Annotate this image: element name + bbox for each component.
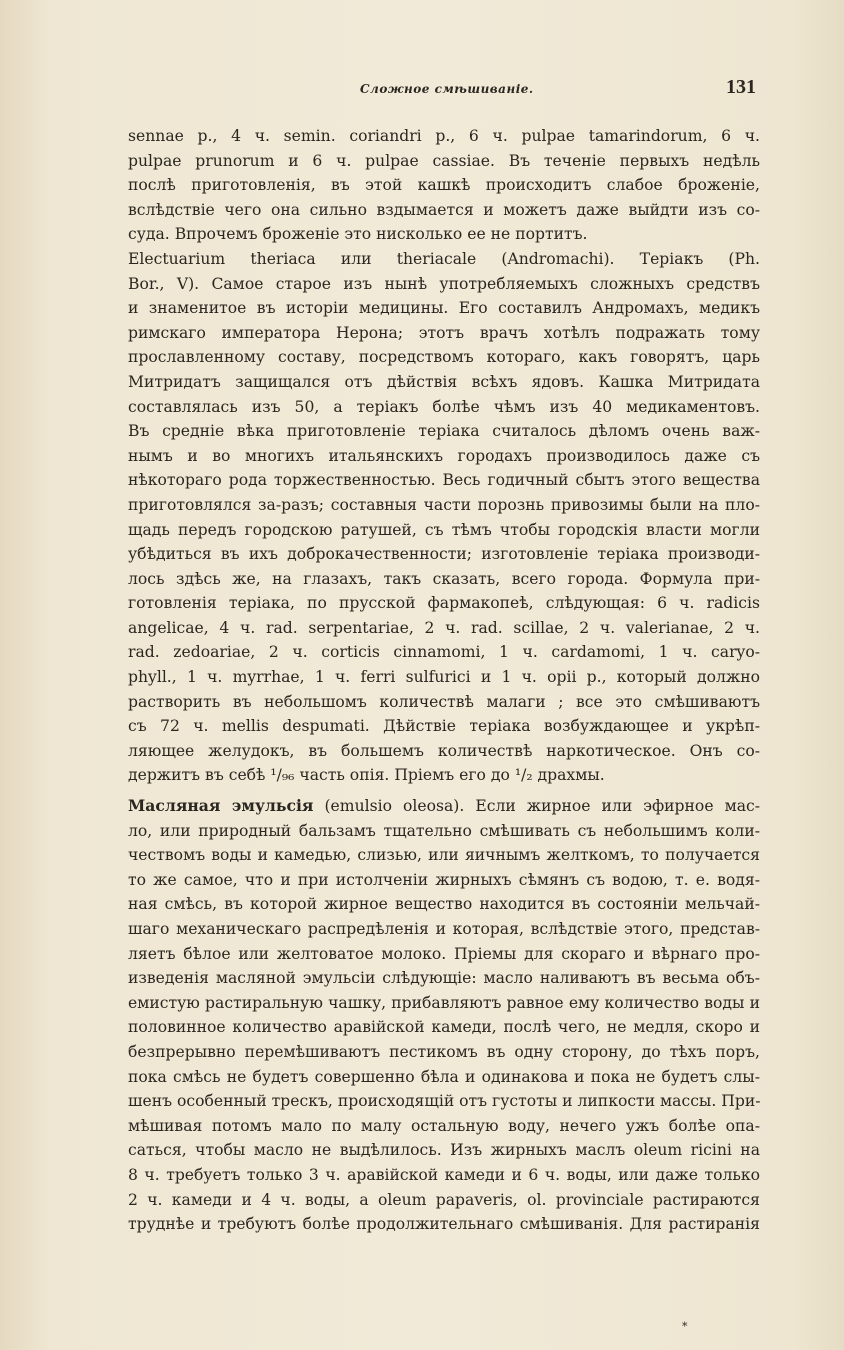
text-line: съ 72 ч. mellis despumati. Дѣйствіе теріака возбуждающее и укрѣп- bbox=[128, 717, 760, 736]
text-line: щадь передъ городскою ратушей, съ тѣмъ чтобы городскія власти могли bbox=[128, 520, 760, 539]
paragraph-emulsio-oleosa bbox=[128, 794, 760, 1237]
text-line: суда. Впрочемъ броженіе это нисколько ее не портитъ. bbox=[128, 225, 588, 244]
text-line: емистую растиральную чашку, прибавляютъ равное ему количество воды и bbox=[128, 993, 760, 1012]
paragraph-electuarium-theriaca bbox=[128, 247, 760, 788]
text-line: pulpae prunorum и 6 ч. pulpae cassiae. Въ теченіе первыхъ недѣль bbox=[128, 151, 760, 170]
text-line: то же самое, что и при истолченіи жирныхъ сѣмянъ съ водою, т. е. водя- bbox=[128, 870, 760, 889]
text-line: лось здѣсь же, на глазахъ, такъ сказать, всего города. Формула при- bbox=[128, 569, 760, 588]
text-line: прославленному составу, посредствомъ котораго, какъ говорятъ, царь bbox=[128, 348, 760, 367]
text-line: Въ средніе вѣка приготовленіе теріака считалось дѣломъ очень важ- bbox=[128, 422, 760, 441]
text-line: саться, чтобы масло не выдѣлилось. Изъ жирныхъ маслъ oleum ricini на bbox=[128, 1141, 760, 1160]
text-line: пока смѣсь не будетъ совершенно бѣла и одинакова и пока не будетъ слы- bbox=[128, 1067, 760, 1086]
text-line: приготовлялся за-разъ; составныя части порознь привозимы были на пло- bbox=[128, 495, 760, 514]
paragraph-continuation bbox=[128, 124, 760, 247]
text-line: половинное количество аравійской камеди, послѣ чего, не медля, скоро и bbox=[128, 1018, 760, 1037]
page-content bbox=[128, 124, 760, 1237]
text-line: шенъ особенный трескъ, происходящій отъ густоты и липкости массы. При- bbox=[128, 1092, 760, 1111]
text-line: sennae p., 4 ч. semin. coriandri p., 6 ч. pulpae tamarindorum, 6 ч. bbox=[128, 127, 760, 145]
text-line: и знаменитое въ исторіи медицины. Его составилъ Андромахъ, медикъ bbox=[128, 299, 760, 318]
text-line: чествомъ воды и камедью, слизью, или яичнымъ желткомъ, то получается bbox=[128, 846, 760, 865]
text-line: вслѣдствіе чего она сильно вздымается и можетъ даже выйдти изъ со- bbox=[128, 200, 760, 219]
text-line: ляющее желудокъ, въ большемъ количествѣ наркотическое. Онъ со- bbox=[128, 741, 760, 760]
text-line: мѣшивая потомъ мало по малу остальную воду, нечего ужъ болѣе опа- bbox=[128, 1116, 760, 1135]
text-line: Митридатъ защищался отъ дѣйствія всѣхъ ядовъ. Кашка Митридата bbox=[128, 372, 760, 391]
text-line: растворить въ небольшомъ количествѣ малаги ; все это смѣшиваютъ bbox=[128, 692, 760, 711]
text-line: 2 ч. камеди и 4 ч. воды, а oleum papaveris, ol. provinciale растираются bbox=[128, 1190, 760, 1209]
text-line: 8 ч. требуетъ только 3 ч. аравійской камеди и 6 ч. воды, или даже только bbox=[128, 1165, 760, 1184]
heading-line-rest: (emulsio oleosa). Если жирное или эфирное мас- bbox=[324, 797, 760, 816]
text-line: angelicae, 4 ч. rad. serpentariae, 2 ч. rad. scillae, 2 ч. valerianae, 2 ч. bbox=[128, 618, 760, 637]
text-line: нѣкотораго рода торжественностью. Весь годичный сбытъ этого вещества bbox=[128, 471, 760, 490]
text-line: ло, или природный бальзамъ тщательно смѣшивать съ небольшимъ коли- bbox=[128, 821, 760, 840]
text-line: шаго механическаго распредѣленія и которая, вслѣдствіе этого, представ- bbox=[128, 920, 760, 938]
text-line: готовленія теріака, по прусской фармакопеѣ, слѣдующая: 6 ч. radicis bbox=[128, 594, 760, 613]
section-heading: Масляная эмульсія bbox=[128, 796, 314, 816]
text-line: безпрерывно перемѣшиваютъ пестикомъ въ одну сторону, до тѣхъ поръ, bbox=[128, 1042, 760, 1061]
text-line: нымъ и во многихъ итальянскихъ городахъ производилось даже съ bbox=[128, 446, 760, 465]
text-line: римскаго императора Нерона; этотъ врачъ хотѣлъ подражать тому bbox=[128, 323, 760, 342]
text-line: ная смѣсь, въ которой жирное вещество находится въ состояніи мельчай- bbox=[128, 895, 760, 914]
text-line: phyll., 1 ч. myrrhae, 1 ч. ferri sulfurici и 1 ч. opii p., который должно bbox=[128, 668, 760, 687]
running-head bbox=[130, 76, 760, 106]
text-line: составлялась изъ 50, а теріакъ болѣе чѣмъ изъ 40 медикаментовъ. bbox=[128, 397, 760, 416]
signature-mark: * bbox=[682, 1320, 688, 1333]
text-line: труднѣе и требуютъ болѣе продолжительнаго смѣшиванія. Для растиранія bbox=[128, 1215, 760, 1234]
running-head-title: Сложное смѣшиваніе. bbox=[360, 82, 534, 96]
text-line: держитъ въ себѣ ¹/₉₆ часть опія. Пріемъ его до ¹/₂ драхмы. bbox=[128, 766, 605, 785]
text-line: убѣдиться въ ихъ доброкачественности; изготовленіе теріака производи- bbox=[128, 545, 760, 564]
text-line: rad. zedoariae, 2 ч. corticis cinnamomi, 1 ч. cardamomi, 1 ч. caryo- bbox=[128, 643, 760, 662]
text-line-with-heading bbox=[128, 794, 760, 819]
text-line: послѣ приготовленія, въ этой кашкѣ происходитъ слабое броженіе, bbox=[128, 176, 760, 195]
page-number: 131 bbox=[726, 76, 756, 98]
text-line: Bor., V). Самое старое изъ нынѣ употребляемыхъ сложныхъ средствъ bbox=[128, 274, 760, 293]
text-line: ляетъ бѣлое или желтоватое молоко. Пріемы для скораго и вѣрнаго про- bbox=[128, 944, 760, 963]
text-line: Electuarium theriaca или theriacale (Andromachi). Теріакъ (Ph. bbox=[128, 249, 760, 268]
text-line: изведенія масляной эмульсіи слѣдующіе: масло наливаютъ въ весьма объ- bbox=[128, 969, 760, 988]
